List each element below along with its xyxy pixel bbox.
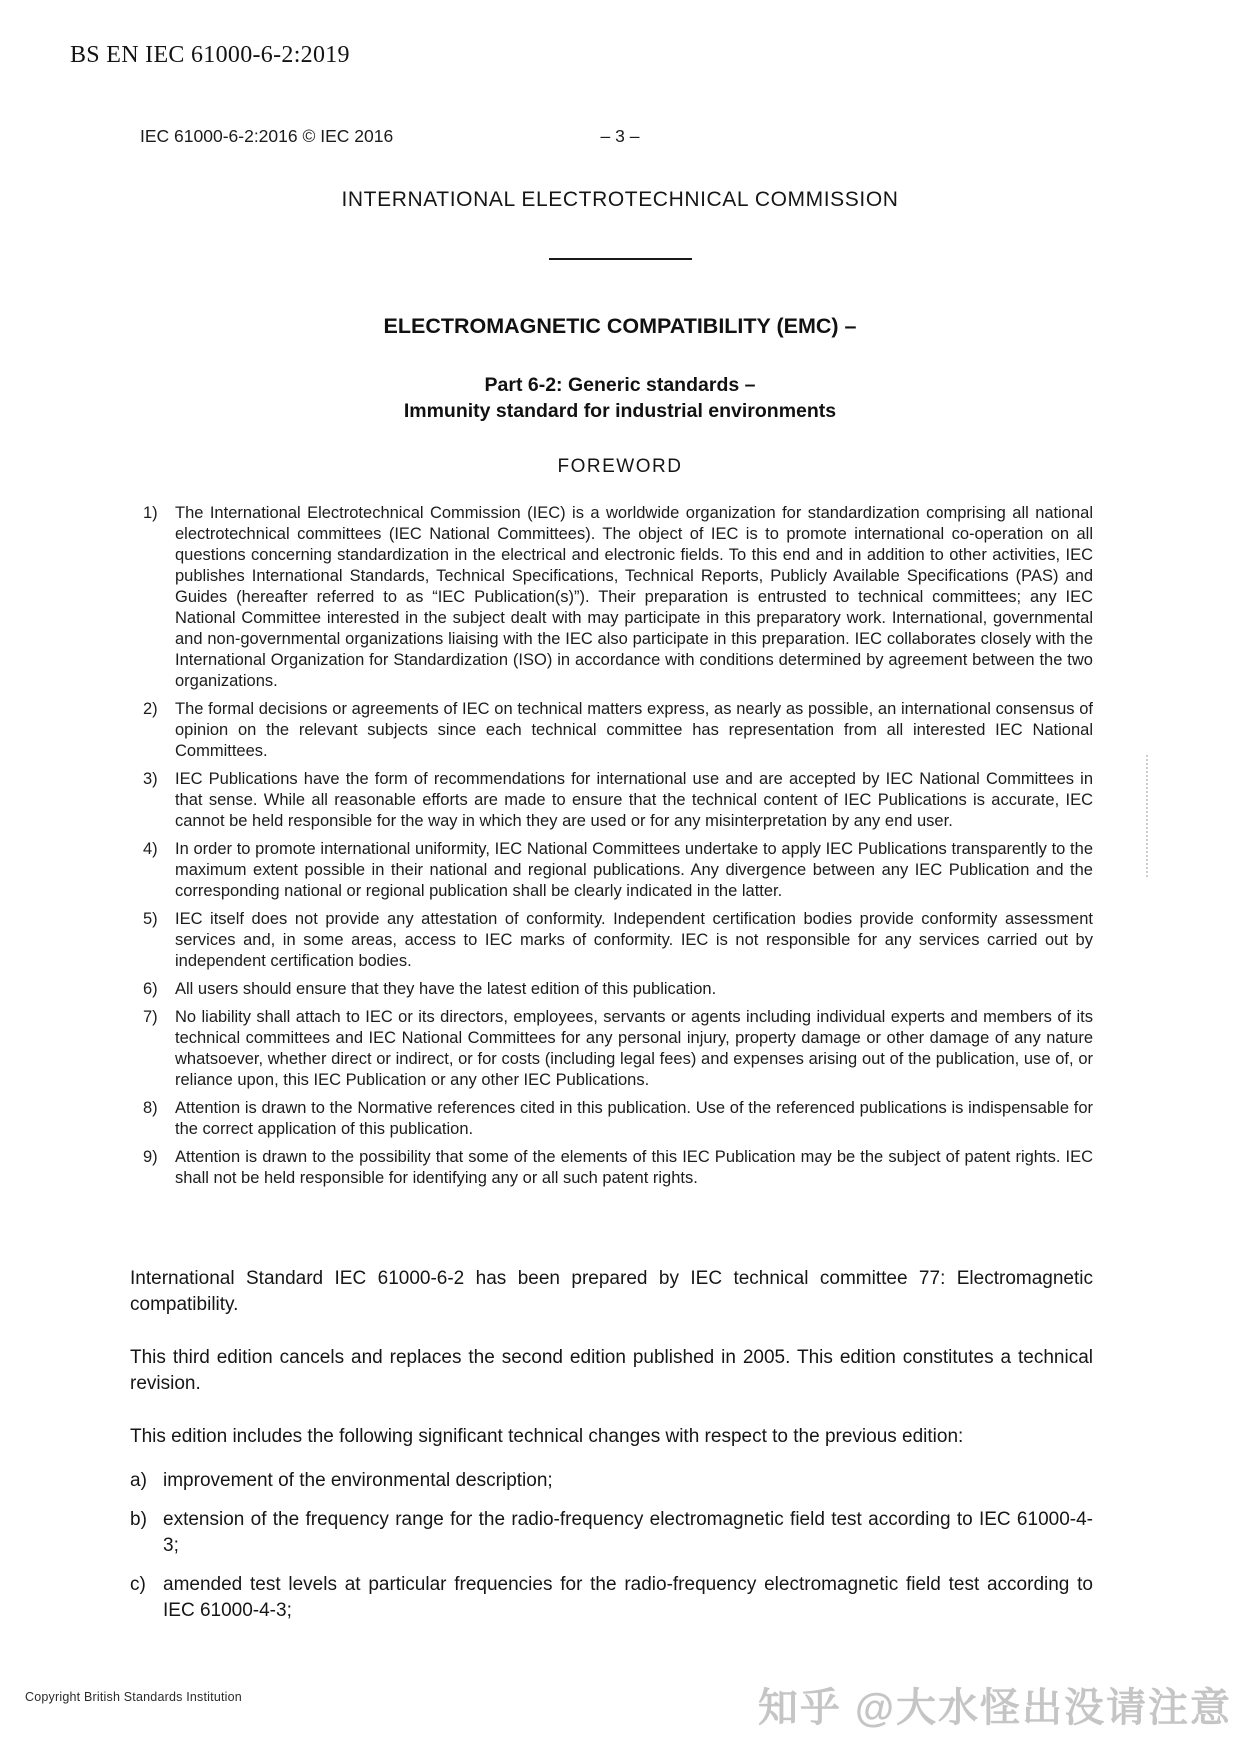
- item-number: 4): [143, 840, 158, 858]
- standard-title: ELECTROMAGNETIC COMPATIBILITY (EMC) –: [383, 314, 857, 338]
- foreword-list: [143, 503, 1093, 1196]
- item-number: 6): [143, 980, 158, 998]
- organization-title: INTERNATIONAL ELECTROTECHNICAL COMMISSION: [341, 188, 899, 211]
- title-divider-rule: [549, 258, 692, 260]
- item-text: Attention is drawn to the Normative references cited in this publication. Use of the referenced publications is indispensable for the correct application of this publication.: [175, 1099, 1093, 1138]
- item-text: No liability shall attach to IEC or its directors, employees, servants or agents including individual experts and members of its technical committees and IEC National Committees for any personal injury, property damage or other damage of any nature whatsoever, whether direct or indirect, or for costs (including legal fees) and expenses arising out of the publication, use of, or reliance upon, this IEC Publication or any other IEC Publications.: [175, 1008, 1093, 1089]
- item-letter: c): [130, 1574, 146, 1595]
- item-letter: a): [130, 1470, 147, 1491]
- item-text: IEC Publications have the form of recommendations for international use and are accepted by IEC National Committees in that sense. While all reasonable efforts are made to ensure that the technical content of IEC Publications is accurate, IEC cannot be held responsible for the way in which they are used or for any misinterpretation by any end user.: [175, 770, 1093, 830]
- item-number: 8): [143, 1099, 158, 1117]
- foreword-item: [143, 1098, 1093, 1140]
- paragraph-changes-intro: This edition includes the following significant technical changes with respect to the previous edition:: [130, 1426, 964, 1447]
- bsi-standard-reference: BS EN IEC 61000-6-2:2019: [70, 42, 350, 68]
- item-number: 1): [143, 504, 158, 522]
- foreword-item: [143, 503, 1093, 692]
- foreword-item: [143, 769, 1093, 832]
- item-text: Attention is drawn to the possibility that some of the elements of this IEC Publication may be the subject of patent rights. IEC shall not be held responsible for identifying any or all such patent rights.: [175, 1148, 1093, 1187]
- item-number: 9): [143, 1148, 158, 1166]
- item-text: The International Electrotechnical Commission (IEC) is a worldwide organization for standardization comprising all national electrotechnical committees (IEC National Committees). The object of IEC is to promote international co-operation on all questions concerning standardization in the electrical and electronic fields. To this end and in addition to other activities, IEC publishes International Standards, Technical Specifications, Technical Reports, Publicly Available Specifications (PAS) and Guides (hereafter referred to as “IEC Publication(s)”). Their preparation is entrusted to technical committees; any IEC National Committee interested in the subject dealt with may participate in this preparatory work. International, governmental and non-governmental organizations liaising with the IEC also participate in this preparation. IEC collaborates closely with the International Organization for Standardization (ISO) in accordance with conditions determined by agreement between the two organizations.: [175, 504, 1093, 690]
- foreword-item: [143, 1007, 1093, 1091]
- part-title-line2: Immunity standard for industrial environments: [403, 400, 837, 422]
- change-item: [130, 1468, 1093, 1494]
- foreword-item: [143, 699, 1093, 762]
- item-text: extension of the frequency range for the radio-frequency electromagnetic field test according to IEC 61000-4-3;: [163, 1509, 1093, 1556]
- running-head: [0, 126, 1240, 150]
- item-letter: b): [130, 1509, 147, 1530]
- item-text: The formal decisions or agreements of IEC on technical matters express, as nearly as possible, an international consensus of opinion on the relevant subjects since each technical committee has representation from all interested IEC National Committees.: [175, 700, 1093, 760]
- scan-edge-artifact: [1146, 755, 1148, 877]
- body-text: [130, 1266, 1093, 1637]
- part-title: [0, 372, 1240, 424]
- page-number: – 3 –: [600, 126, 640, 146]
- item-text: All users should ensure that they have the latest edition of this publication.: [175, 980, 717, 998]
- edition-changes-list: [130, 1468, 1093, 1624]
- item-text: improvement of the environmental description;: [163, 1470, 553, 1491]
- foreword-heading: FOREWORD: [557, 456, 683, 477]
- item-text: In order to promote international uniformity, IEC National Committees undertake to apply IEC Publications transparently to the maximum extent possible in their national and regional publications. Any divergence between any IEC Publication and the corresponding national or regional publication shall be clearly indicated in the latter.: [175, 840, 1093, 900]
- item-text: amended test levels at particular frequencies for the radio-frequency electromagnetic field test according to IEC 61000-4-3;: [163, 1574, 1093, 1621]
- item-number: 2): [143, 700, 158, 718]
- foreword-item: [143, 979, 1093, 1000]
- watermark: 知乎 @大水怪出没请注意: [757, 1686, 1232, 1730]
- part-title-line1: Part 6-2: Generic standards –: [484, 374, 756, 396]
- foreword-item: [143, 1147, 1093, 1189]
- item-number: 3): [143, 770, 158, 788]
- paragraph-edition-history: This third edition cancels and replaces the second edition published in 2005. This edition constitutes a technical revision.: [130, 1347, 1093, 1394]
- item-text: IEC itself does not provide any attestation of conformity. Independent certification bodies provide conformity assessment services and, in some areas, access to IEC marks of conformity. IEC is not responsible for any services carried out by independent certification bodies.: [175, 910, 1093, 970]
- paragraph-prepared-by: International Standard IEC 61000-6-2 has been prepared by IEC technical committee 77: Electromagnetic compatibility.: [130, 1268, 1093, 1315]
- foreword-item: [143, 839, 1093, 902]
- change-item: [130, 1572, 1093, 1624]
- foreword-item: [143, 909, 1093, 972]
- item-number: 7): [143, 1008, 158, 1026]
- document-reference: IEC 61000-6-2:2016 © IEC 2016: [140, 126, 394, 146]
- copyright-notice: Copyright British Standards Institution: [25, 1690, 242, 1704]
- item-number: 5): [143, 910, 158, 928]
- change-item: [130, 1507, 1093, 1559]
